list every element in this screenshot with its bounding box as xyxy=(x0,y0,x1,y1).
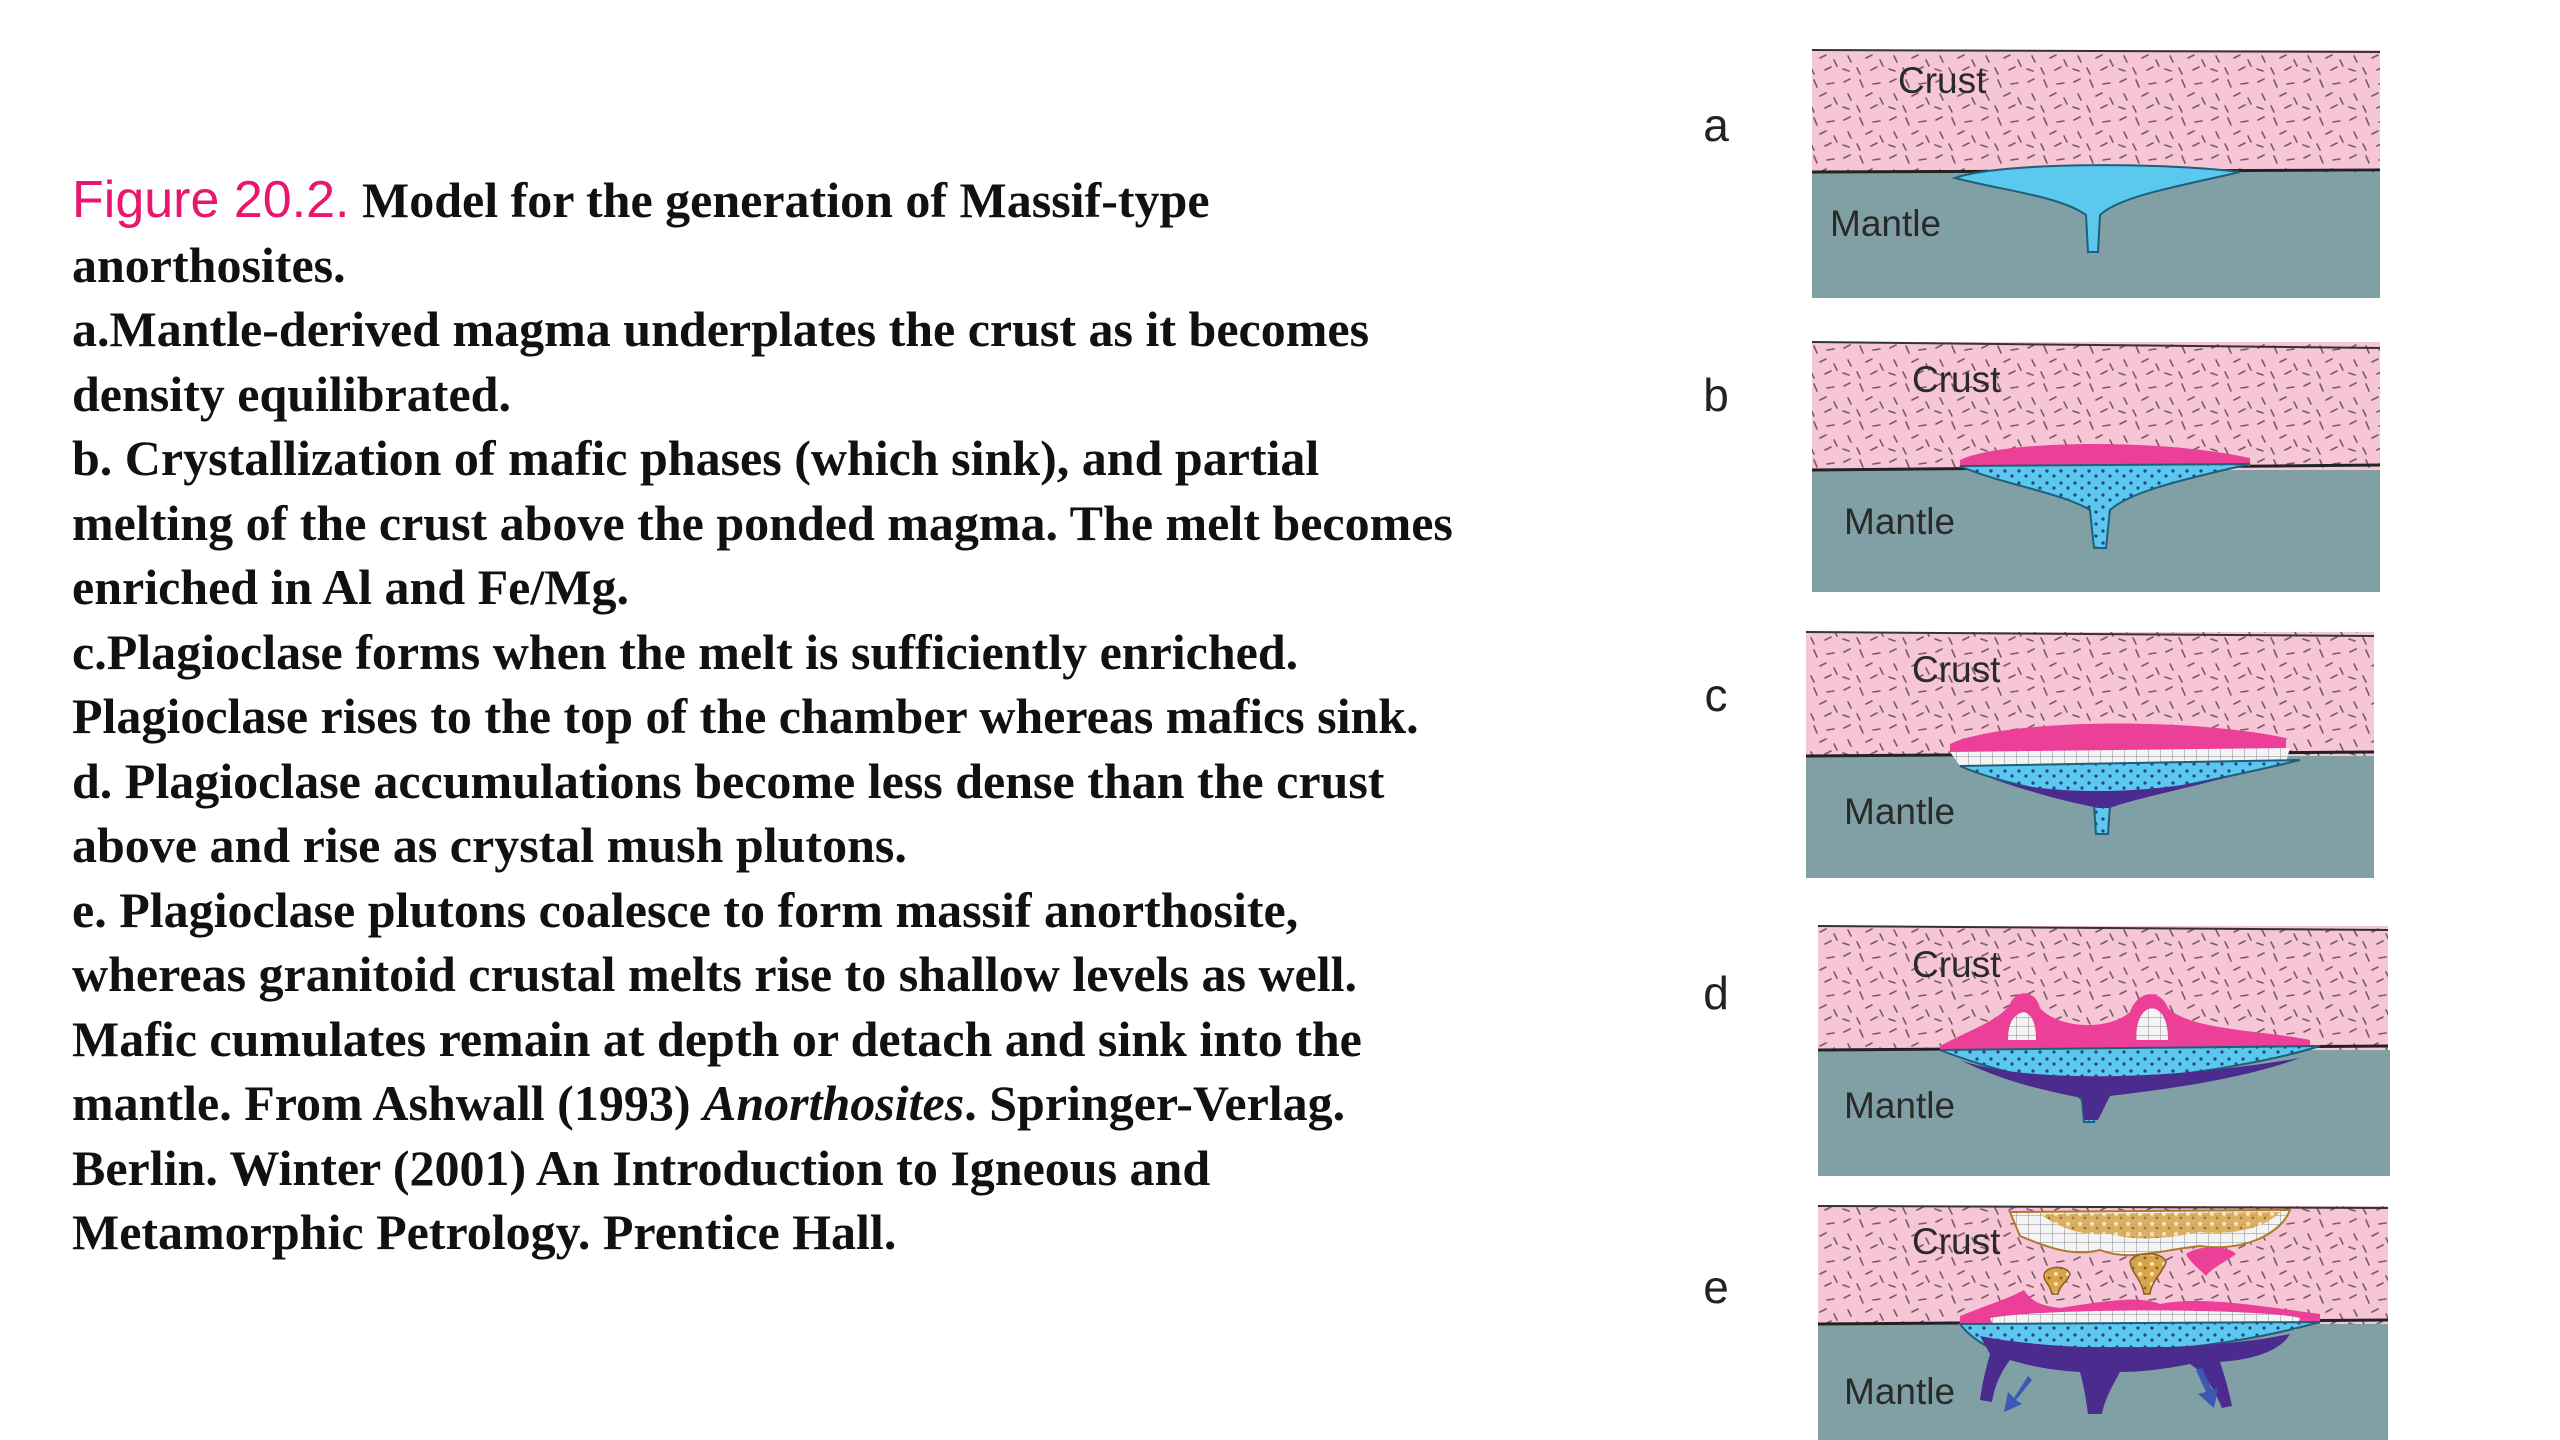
caption-line-b2: melting of the crust above the ponded magma. The melt becomes xyxy=(72,494,1453,551)
caption-title-line-2: anorthosites. xyxy=(72,236,346,293)
panel-d-mantle-label: Mantle xyxy=(1844,1085,1956,1126)
panel-a-mantle-label: Mantle xyxy=(1830,203,1942,244)
caption-line-e6: Metamorphic Petrology. Prentice Hall. xyxy=(72,1204,897,1260)
panel-letter-b: b xyxy=(1703,369,1729,421)
caption-line-d2: above and rise as crystal mush plutons. xyxy=(72,817,907,873)
panel-b-mantle-label: Mantle xyxy=(1844,501,1956,542)
caption-line-c1: c.Plagioclase forms when the melt is sufficiently enriched. xyxy=(72,623,1299,680)
panel-a-crust-label: Crust xyxy=(1898,60,1987,101)
panel-c-mantle-label: Mantle xyxy=(1844,791,1956,832)
caption-line-e5: Berlin. Winter (2001) An Introduction to Igneous and xyxy=(72,1139,1211,1196)
panel-d-crust-label: Crust xyxy=(1912,944,2001,985)
caption-book-title: Anorthosites xyxy=(702,1075,965,1131)
caption-line-b1: b. Crystallization of mafic phases (which sink), and partial xyxy=(72,430,1320,486)
panel-d xyxy=(1818,926,2390,1176)
caption-line-c2: Plagioclase rises to the top of the chamber whereas mafics sink. xyxy=(72,688,1419,744)
panel-b-crust-label: Crust xyxy=(1912,359,2001,400)
panel-b xyxy=(1812,342,2380,592)
caption-line-e4-pre: mantle. From Ashwall (1993) xyxy=(72,1075,703,1131)
caption-line-b3: enriched in Al and Fe/Mg. xyxy=(72,559,629,615)
panel-letter-e: e xyxy=(1703,1261,1729,1313)
caption-line-e4-post: . Springer-Verlag. xyxy=(964,1075,1346,1131)
panel-letter-d: d xyxy=(1703,967,1729,1019)
panel-c xyxy=(1806,632,2374,878)
caption-line-a2: density equilibrated. xyxy=(72,365,511,422)
caption-line-e2: whereas granitoid crustal melts rise to shallow levels as well. xyxy=(72,946,1358,1002)
panel-letter-a: a xyxy=(1703,99,1729,151)
caption-title: Model for the generation of Massif-type xyxy=(362,172,1210,228)
figure-label: Figure 20.2. xyxy=(72,171,350,229)
caption-line-e3: Mafic cumulates remain at depth or detach and sink into the xyxy=(72,1010,1362,1067)
caption-line-e1: e. Plagioclase plutons coalesce to form massif anorthosite, xyxy=(72,881,1299,938)
panel-letter-c: c xyxy=(1704,669,1728,721)
panel-e-mantle-label: Mantle xyxy=(1844,1371,1956,1412)
panel-c-crust-label: Crust xyxy=(1912,649,2001,690)
caption-line-a1: a.Mantle-derived magma underplates the crust as it becomes xyxy=(72,301,1370,357)
caption-line-d1: d. Plagioclase accumulations become less dense than the crust xyxy=(72,752,1385,809)
panel-a xyxy=(1812,50,2380,298)
panel-e xyxy=(1818,1206,2388,1440)
panel-e-crust-label: Crust xyxy=(1912,1221,2001,1262)
